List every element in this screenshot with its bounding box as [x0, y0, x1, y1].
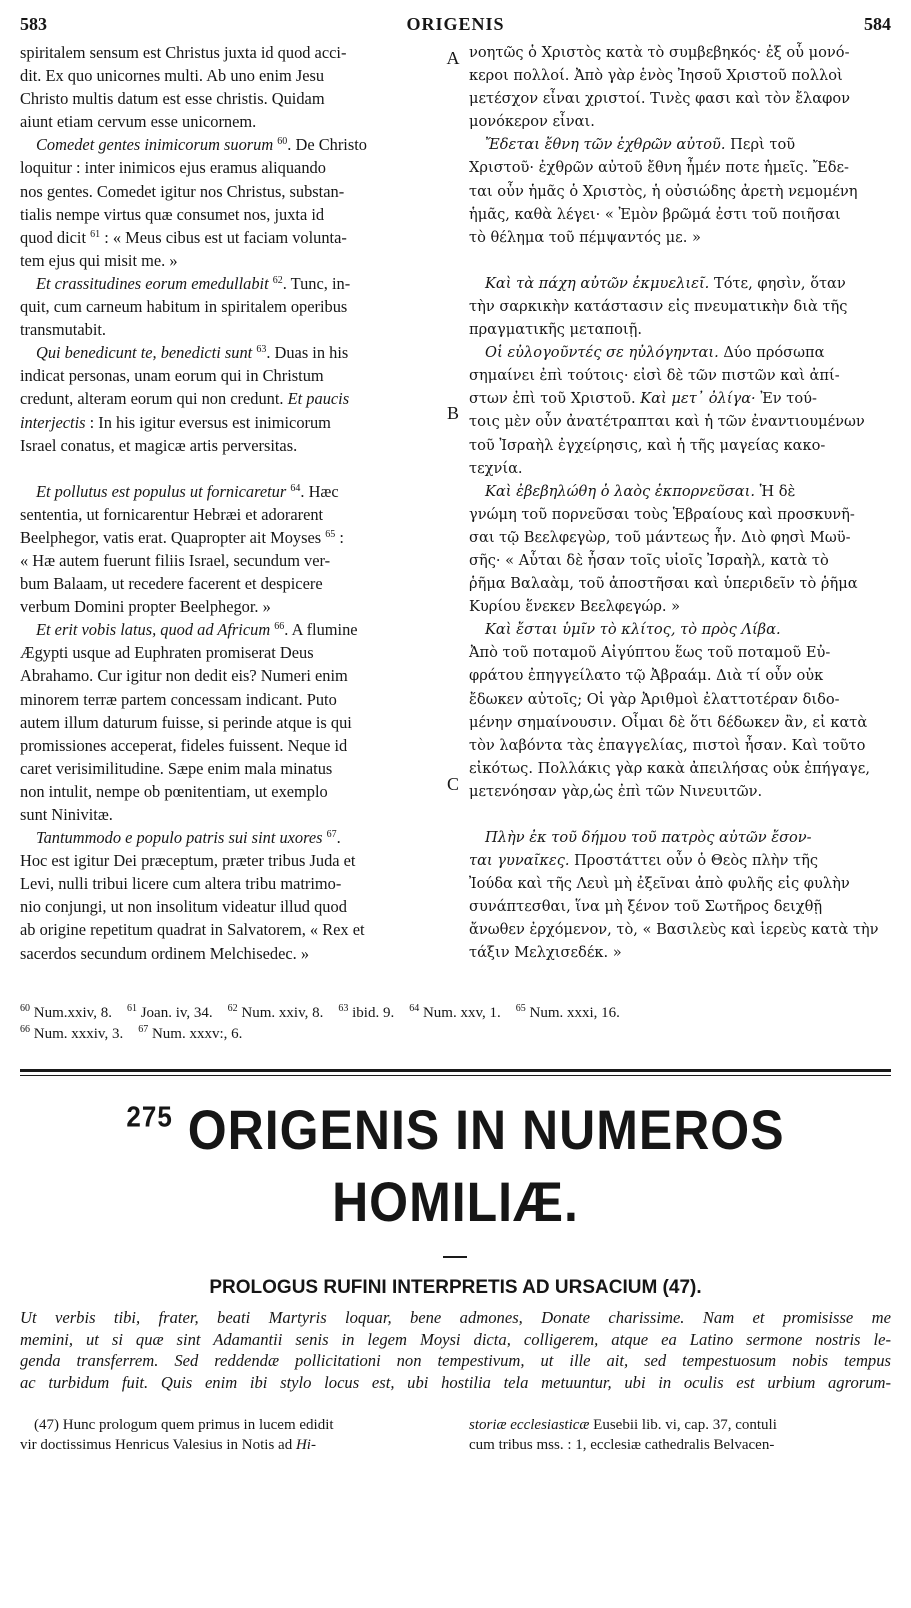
- text-run: Beelphegor, vatis erat. Quapropter ait Moyses: [20, 527, 322, 547]
- title-dash: [443, 1256, 467, 1258]
- work-title: [20, 1096, 891, 1163]
- margin-letter-b: B: [446, 403, 459, 423]
- latin-paragraph: [20, 41, 440, 133]
- text-line: transmutabit.: [20, 320, 107, 340]
- lemma: Καὶ ἐβεβηλώθη ὁ λαὸς ἐκπορνεῦσαι.: [485, 482, 755, 500]
- text-line: φράτου ἐπηγγείλατο τῷ Ἀβραάμ. Διὰ τί οὖν οὐκ: [469, 667, 824, 685]
- text-line: Levi, nulli tribui licere cum altera tribu matrimo-: [20, 874, 342, 894]
- text-line: genda transferrem. Sed reddendæ pollicitationi non tempestivum, ut ille ait, sed tempestuosum nobis tempus: [20, 1351, 891, 1370]
- text-line: ἡμᾶς, καθὰ λέγει· « Ἐμὸν βρῶμά ἐστι τοῦ ποιῆσαι: [469, 205, 841, 223]
- footnote-number: 64: [409, 1003, 420, 1014]
- title-number: 275: [126, 1099, 173, 1134]
- footnote-number: 60: [20, 1003, 30, 1014]
- footnote-text: Joan. iv, 34.: [140, 1005, 213, 1021]
- footnote-ref: 66: [274, 621, 285, 633]
- text-line: νοητῶς ὁ Χριστὸς κατὰ τὸ συμβεβηκός· ἐξ οὗ μονό-: [469, 44, 850, 61]
- italic-run: Hi-: [295, 1437, 316, 1453]
- footnote-text: Num. xxxiv, 3.: [33, 1026, 124, 1042]
- footnote-ref: 62: [272, 274, 283, 286]
- footnote-text: Num. xxv, 1.: [422, 1005, 501, 1021]
- text-line: Christo multis datum est esse christis. Quidam: [20, 89, 325, 109]
- text-line: « Hæ autem fuerunt filiis Israel, secundum ver-: [20, 550, 331, 570]
- text-line: cum tribus mss. : 1, ecclesiæ cathedralis Belvacen-: [469, 1437, 775, 1453]
- text-line: μετέσχον εἶναι χριστοί. Τινὲς φασι καὶ τὸν ἔλαφον: [469, 90, 851, 108]
- greek-paragraph: [469, 341, 891, 480]
- greek-paragraph: [469, 826, 891, 965]
- margin-letter-c: C: [446, 774, 459, 794]
- text-line: (47) Hunc prologum quem primus in lucem edidit: [34, 1417, 334, 1433]
- latin-paragraph: [20, 618, 440, 826]
- lemma: Ἔδεται ἔθνη τῶν ἐχθρῶν αὐτοῦ.: [485, 136, 726, 154]
- text-line: Ἰούδα καὶ τῆς Λευὶ μὴ ἐξεῖναι ἀπὸ φυλῆς εἰς φυλὴν: [469, 875, 850, 893]
- text-line: τοις μὲν οὖν ἀνατέτραπται καὶ ἡ τῶν ἐναντιουμένων: [469, 413, 865, 431]
- greek-paragraph: [469, 133, 891, 248]
- text-line: σαι τῷ Βεελφεγὼρ, τοῦ μάντεως ἦν. Διὸ φησὶ Μωϋ-: [469, 528, 851, 546]
- page-number-right: 584: [864, 14, 891, 34]
- text-run: quod dicit: [20, 227, 87, 247]
- work-title-line2: HOMILIÆ.: [332, 1170, 579, 1234]
- text-line: indicat personas, unam eorum qui in Christum: [20, 366, 324, 386]
- lemma: Tantummodo e populo patris sui sint uxores: [36, 828, 323, 848]
- text-line: τοῦ Ἰσραὴλ ἐγχείρησις, καὶ ἡ τῆς μαγείας κακο-: [469, 436, 826, 454]
- text-line: bum Balaam, ut recedere facerent et despicere: [20, 574, 323, 594]
- text-run: . Hæc: [300, 481, 339, 501]
- text-line: γνώμη τοῦ πορνεῦσαι τοὺς Ἑβραίους καὶ προσκυνῆ-: [469, 505, 855, 523]
- text-run: . Tunc, in-: [282, 273, 351, 293]
- text-line: Χριστοῦ· ἐχθρῶν αὐτοῦ ἔθνη ἦμέν ποτε ἡμεῖς. Ἔδε-: [469, 159, 849, 177]
- footnote-text: Num. xxxi, 16.: [529, 1005, 620, 1021]
- text-line: Ut verbis tibi, frater, beati Martyris loquar, bene admones, Donate charissime. Nam et promisisse me: [20, 1308, 891, 1327]
- text-run: Ἡ δὲ: [754, 482, 796, 500]
- greek-paragraph: [469, 480, 891, 619]
- text-line: Κυρίου ἕνεκεν Βεελφεγώρ. »: [469, 598, 681, 616]
- section-rule-thick: [20, 1069, 891, 1072]
- text-line: μένην σημαίνουσιν. Οἶμαι δὲ ὅτι δέδωκεν ἂν, εἰ κατὰ: [469, 713, 868, 731]
- greek-paragraph: [469, 41, 891, 133]
- text-run: Ἐν τού-: [755, 390, 817, 408]
- text-run: .: [336, 828, 341, 848]
- text-line: Ægypti usque ad Euphraten promiserat Deus: [20, 643, 314, 663]
- text-run: στων ἐπὶ τοῦ Χριστοῦ.: [469, 390, 636, 408]
- latin-paragraph: [20, 133, 440, 272]
- greek-paragraph: [469, 618, 891, 803]
- text-line: σῆς· « Αὗται δὲ ἦσαν τοῖς υἱοῖς Ἰσραὴλ, κατὰ τὸ: [469, 551, 829, 569]
- text-line: non intulit, nempe ob pœnitentiam, ut exemplo: [20, 781, 328, 801]
- text-line: ἔδωκεν αὐτοῖς; Οἱ γὰρ Ἀριθμοὶ ἐλαττοτέραν διδο-: [469, 690, 840, 708]
- text-line: promissiones acceperat, fideles fuissent. Neque id: [20, 735, 348, 755]
- footnote-text: Num. xxiv, 8.: [241, 1005, 324, 1021]
- text-line: nio conjungi, ut non insolitum videatur illud quod: [20, 897, 347, 917]
- lemma: Et pollutus est populus ut fornicaretur: [36, 481, 287, 501]
- text-line: τάξιν Μελχισεδέκ. »: [469, 944, 622, 962]
- text-run: : « Meus cibus est ut faciam volunta-: [100, 227, 347, 247]
- margin-letter-a: A: [446, 48, 460, 68]
- lemma: Καὶ ἔσται ὑμῖν τὸ κλίτος, τὸ πρὸς Λίβα.: [485, 621, 781, 639]
- latin-column: [20, 41, 440, 965]
- footnote-number: 63: [338, 1003, 349, 1014]
- footnote-47-left: [20, 1415, 440, 1455]
- text-run: . De Christo: [287, 135, 367, 155]
- text-line: ἄνωθεν ἐρχόμενον, τὸ, « Βασιλεὺς καὶ ἱερεὺς κατὰ τὴν: [469, 921, 879, 939]
- text-line: συνάπτεσθαι, ἵνα μὴ ξένον τοῦ Σωτῆρος δειχθῇ: [469, 898, 823, 916]
- text-line: sacerdos secundum ordinem Melchisedec. »: [20, 943, 310, 963]
- italic-run: storiæ ecclesiasticæ: [469, 1417, 590, 1433]
- text-line: μονόκερον εἶναι.: [469, 113, 595, 131]
- footnote-ref: 67: [326, 829, 337, 841]
- latin-paragraph: [20, 341, 440, 456]
- text-run: Προστάττει οὖν ὁ Θεὸς πλὴν τῆς: [569, 852, 819, 870]
- text-run: Eusebii lib. vi, cap. 37, contuli: [589, 1417, 777, 1433]
- section-subtitle: PROLOGUS RUFINI INTERPRETIS AD URSACIUM (47).: [209, 1277, 702, 1298]
- text-line: εἰκότως. Πολλάκις γὰρ κακὰ ἀπειλήσας οὐκ ἐπήγαγε,: [469, 759, 870, 777]
- footnote-line: [20, 1003, 891, 1024]
- text-run: . Duas in his: [266, 343, 349, 363]
- running-header: [20, 14, 891, 38]
- text-line: loquitur : inter inimicos ejus eramus aliquando: [20, 158, 326, 178]
- text-line: memini, ut si quæ sint Adamantii senis in legem Moysi dicta, colligerem, atque ea Latino sermone nostris le-: [20, 1329, 891, 1349]
- lemma: Et erit vobis latus, quod ad Africum: [36, 620, 271, 640]
- footnote-number: 67: [138, 1024, 149, 1035]
- text-run: : In his igitur eversus est inimicorum: [85, 412, 331, 432]
- text-line: sunt Ninivitæ.: [20, 805, 113, 824]
- text-line: τὸ θέλημα τοῦ πέμψαντός με. »: [469, 228, 701, 246]
- footnote-text: Num.xxiv, 8.: [33, 1005, 112, 1021]
- footnote-line: [20, 1024, 891, 1045]
- text-line: tialis nempe virtus quæ consumet nos, juxta id: [20, 204, 325, 224]
- footnote-text: Num. xxxv:, 6.: [151, 1026, 243, 1042]
- text-line: ab origine repetitum quadrat in Salvatorem, « Rex et: [20, 920, 365, 940]
- lemma: Qui benedicunt te, benedicti sunt: [36, 343, 253, 363]
- footnote-number: 65: [515, 1003, 526, 1014]
- text-run: Τότε, φησὶν, ὅταν: [709, 274, 846, 292]
- text-line: autem illum daturum fuisse, si perinde atque is qui: [20, 712, 352, 732]
- text-line: dit. Ex quo unicornes multi. Ab uno enim Jesu: [20, 66, 325, 86]
- text-line: verbum Domini propter Beelphegor. »: [20, 597, 271, 617]
- latin-paragraph: [20, 826, 440, 965]
- italic-run: Καὶ μετ᾽ ὀλίγα·: [640, 390, 756, 408]
- text-line: τὸν λαβόντα τὰς ἐπαγγελίας, πιστοὶ ἦσαν. Καὶ τοῦτο: [469, 736, 866, 754]
- lemma: Καὶ τὰ πάχη αὐτῶν ἐκμυελιεῖ.: [485, 274, 710, 292]
- footnotes: [20, 1003, 891, 1045]
- text-line: Hoc est igitur Dei præceptum, præter tribus Juda et: [20, 851, 356, 871]
- text-line: ται οὖν ἡμᾶς ὁ Χριστὸς, ἡ οὐσιώδης ἀρετὴ νεμομένη: [469, 182, 858, 200]
- footnote-number: 66: [20, 1024, 30, 1035]
- text-line: ῥῆμα Βαλαὰμ, τοῦ ἀποστῆσαι καὶ ὑπεριδεῖν τὸ ῥῆμα: [469, 575, 858, 593]
- lemma: ται γυναῖκες.: [469, 852, 570, 870]
- text-run: Περὶ τοῦ: [725, 136, 796, 154]
- footnote-ref: 65: [325, 528, 336, 540]
- italic-run: interjectis: [20, 412, 86, 432]
- text-line: minorem terræ partem concessam indicant. Puto: [20, 689, 337, 709]
- footnote-ref: 63: [256, 344, 267, 356]
- prologue-text: [20, 1307, 891, 1393]
- footnote-ref: 64: [290, 482, 301, 494]
- text-line: Ἀπὸ τοῦ ποταμοῦ Αἰγύπτου ἕως τοῦ ποταμοῦ Εὐ-: [469, 644, 831, 662]
- text-line: τεχνία.: [469, 459, 523, 477]
- text-line: μετενόησαν γὰρ,ὡς ἐπὶ τῶν Νινευιτῶν.: [469, 782, 763, 800]
- text-line: σημαίνει ἐπὶ τούτοις· εἰσὶ δὲ τῶν πιστῶν καὶ ἀπί-: [469, 367, 840, 385]
- text-line: quit, cum carneum habitum in spiritalem operibus: [20, 297, 348, 317]
- running-title: ORIGENIS: [406, 14, 505, 34]
- text-line: ac turbidum fuit. Quis enim ibi stylo locus est, ubi hostilia tela metuuntur, ubi in oculis est urbium agrorum-: [20, 1372, 891, 1392]
- lemma: Et crassitudines eorum emedullabit: [36, 273, 269, 293]
- footnote-number: 61: [126, 1003, 137, 1014]
- text-run: :: [335, 527, 344, 547]
- footnote-ref: 61: [90, 228, 101, 240]
- footnote-47-right: [469, 1415, 891, 1455]
- latin-paragraph: [20, 480, 440, 619]
- greek-paragraph: [469, 272, 891, 341]
- text-line: aiunt etiam cervum esse unicornem.: [20, 112, 257, 132]
- text-line: spiritalem sensum est Christus juxta id quod acci-: [20, 43, 347, 62]
- work-title-line1: ORIGENIS IN NUMEROS: [187, 1098, 785, 1162]
- footnote-number: 62: [227, 1003, 238, 1014]
- text-line: sententia, ut fornicarentur Hebræi et adorarent: [20, 504, 324, 524]
- lemma: Πλὴν ἐκ τοῦ δήμου τοῦ πατρὸς αὐτῶν ἔσον-: [485, 829, 812, 846]
- text-line: Abrahamo. Cur igitur non dedit eis? Numeri enim: [20, 666, 348, 686]
- footnote-ref: 60: [277, 136, 288, 148]
- text-line: πραγματικῆς μεταποιῇ.: [469, 321, 643, 339]
- text-line: τὴν σαρκικὴν κατάστασιν εἰς πνευματικὴν διὰ τῆς: [469, 297, 848, 315]
- section-rule-thin: [20, 1075, 891, 1076]
- latin-paragraph: [20, 272, 440, 341]
- lemma: Comedet gentes inimicorum suorum: [36, 135, 274, 155]
- text-line: tem ejus qui misit me. »: [20, 250, 178, 270]
- text-run: . A flumine: [284, 620, 358, 640]
- text-run: Δύο πρόσωπα: [718, 344, 825, 362]
- italic-run: Et paucis: [287, 389, 350, 409]
- text-line: nos gentes. Comedet igitur nos Christus, substan-: [20, 181, 345, 201]
- text-run: vir doctissimus Henricus Valesius in Notis ad: [20, 1437, 293, 1453]
- footnote-text: ibid. 9.: [352, 1005, 395, 1021]
- text-run: credunt, alteram eorum qui non credunt.: [20, 389, 284, 409]
- lemma: Οἱ εὐλογοῦντές σε ηὐλόγηνται.: [485, 344, 719, 362]
- page-number-left: 583: [20, 14, 47, 34]
- text-line: caret verisimilitudine. Sæpe enim mala minatus: [20, 758, 333, 778]
- greek-column: [469, 41, 891, 965]
- text-line: κεροι πολλοί. Ἀπὸ γὰρ ἑνὸς Ἰησοῦ Χριστοῦ πολλοὶ: [469, 67, 843, 85]
- text-line: Israel conatus, et magicæ artis perversitas.: [20, 435, 298, 455]
